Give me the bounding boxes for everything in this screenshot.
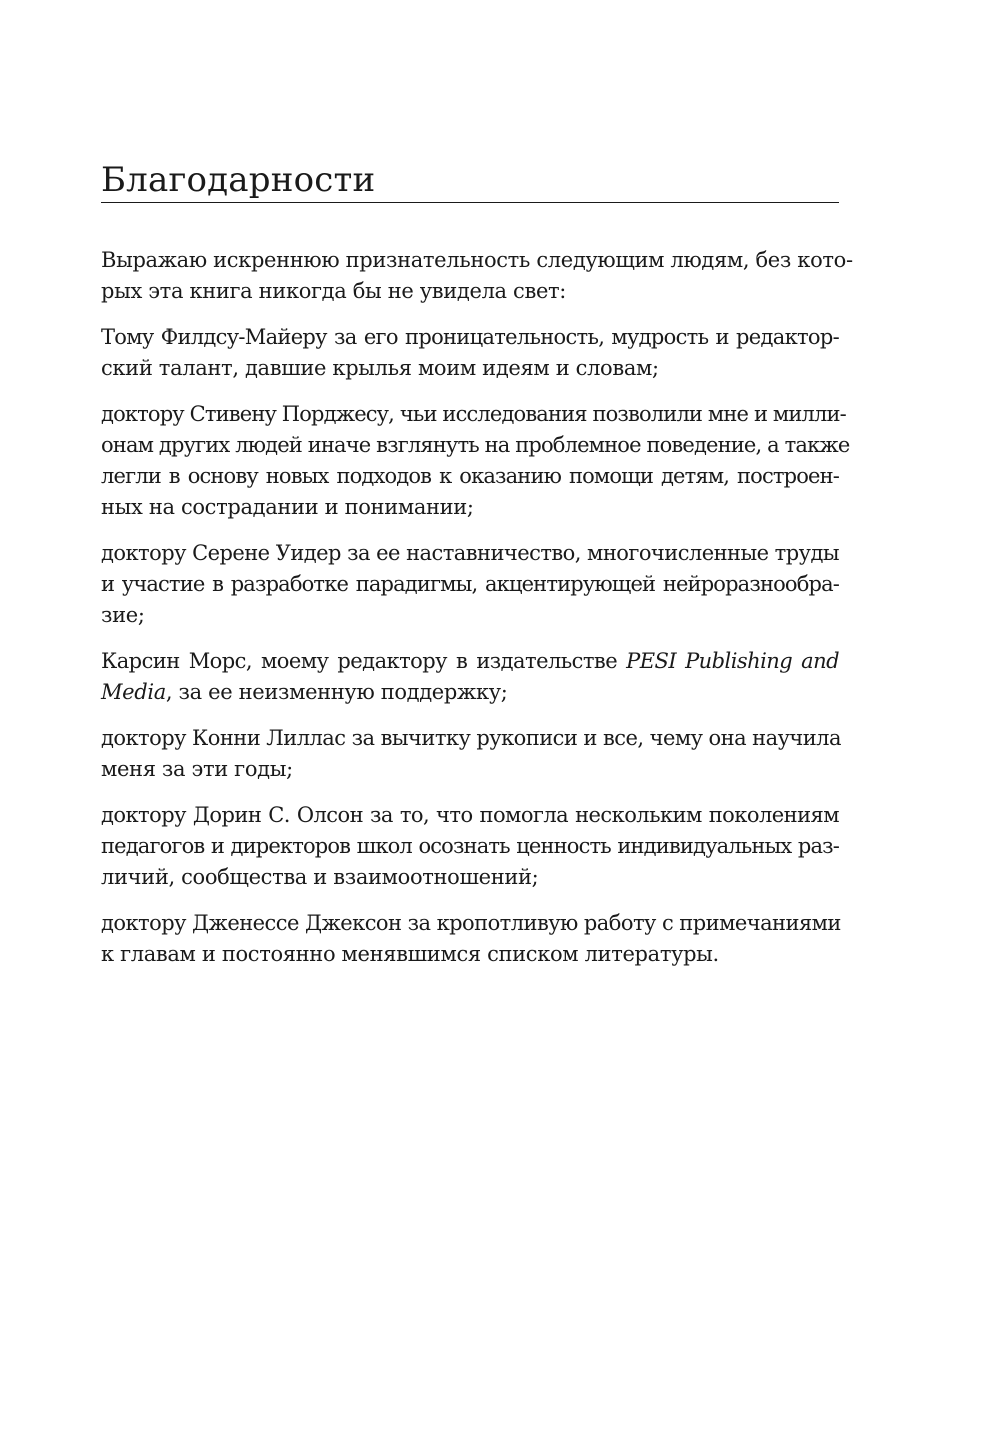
publisher-name-italic: PESI Publishing and bbox=[626, 649, 840, 673]
paragraph-morse bbox=[101, 646, 839, 708]
text-line: Тому Филдсу-Майеру за его проницательность, мудрость и редактор- bbox=[101, 325, 839, 349]
paragraph-intro bbox=[101, 245, 853, 307]
text-line: зие; bbox=[101, 603, 145, 627]
text-line: доктору Стивену Порджесу, чьи исследования позволили мне и милли- bbox=[101, 402, 846, 426]
paragraph-olson bbox=[101, 800, 839, 893]
text-line: доктору Серене Уидер за ее наставничество, многочисленные труды bbox=[101, 541, 839, 565]
text-line: меня за эти годы; bbox=[101, 757, 293, 781]
text-line: Выражаю искреннюю признательность следующим людям, без кото- bbox=[101, 248, 853, 272]
text-line: онам других людей иначе взглянуть на проблемное поведение, а также bbox=[101, 433, 850, 457]
publisher-name-italic: Media bbox=[101, 680, 166, 704]
text-line: педагогов и директоров школ осознать ценность индивидуальных раз- bbox=[101, 834, 839, 858]
text-line bbox=[101, 677, 839, 708]
text-line: доктору Дорин С. Олсон за то, что помогла нескольким поколениям bbox=[101, 803, 839, 827]
text-line: доктору Дженессе Джексон за кропотливую работу с примечаниями bbox=[101, 911, 841, 935]
text-line: ский талант, давшие крылья моим идеям и словам; bbox=[101, 356, 659, 380]
text-run: , за ее неизменную поддержку; bbox=[165, 680, 508, 704]
paragraph-porges bbox=[101, 399, 850, 523]
text-line: легли в основу новых подходов к оказанию помощи детям, построен- bbox=[101, 464, 839, 488]
text-run: Карсин Морс, моему редактору в издательстве bbox=[101, 649, 627, 673]
text-line: доктору Конни Лиллас за вычитку рукописи и все, чему она научила bbox=[101, 726, 841, 750]
text-line: к главам и постоянно менявшимся списком литературы. bbox=[101, 942, 719, 966]
text-line: личий, сообщества и взаимоотношений; bbox=[101, 865, 539, 889]
page-title: Благодарности bbox=[101, 160, 376, 200]
text-line bbox=[101, 646, 839, 677]
title-underline bbox=[101, 202, 839, 203]
text-line: рых эта книга никогда бы не увидела свет: bbox=[101, 279, 567, 303]
paragraph-jackson bbox=[101, 908, 839, 970]
paragraph-lillas bbox=[101, 723, 839, 785]
page-content bbox=[101, 160, 853, 985]
text-line: ных на сострадании и понимании; bbox=[101, 495, 474, 519]
paragraph-wieder bbox=[101, 538, 839, 631]
text-line: и участие в разработке парадигмы, акцентирующей нейроразнообра- bbox=[101, 572, 839, 596]
paragraph-fields-meyer bbox=[101, 322, 839, 384]
